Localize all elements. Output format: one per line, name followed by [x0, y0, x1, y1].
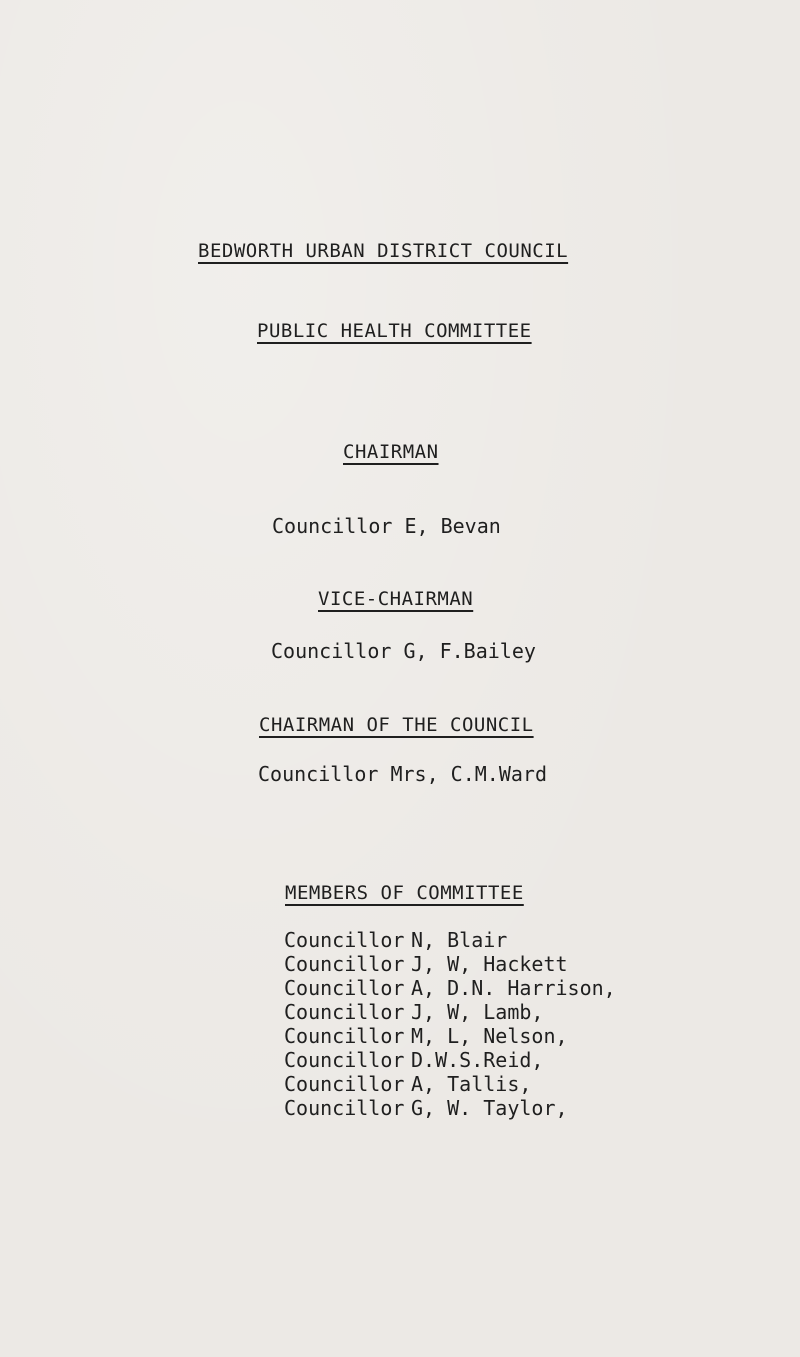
member-name: D.W.S.Reid, [411, 1048, 544, 1072]
member-row [284, 952, 568, 976]
member-title: Councillor [284, 1096, 405, 1120]
member-name: A, D.N. Harrison, [411, 976, 616, 1000]
vice-chairman-name: Councillor G, F.Bailey [271, 639, 536, 663]
member-title: Councillor [284, 1072, 405, 1096]
council-chairman-heading: CHAIRMAN OF THE COUNCIL [259, 714, 534, 736]
member-title: Councillor [284, 1024, 405, 1048]
chairman-heading: CHAIRMAN [343, 441, 439, 463]
member-row [284, 976, 616, 1000]
member-row [284, 1096, 568, 1120]
member-row [284, 1048, 543, 1072]
council-title: BEDWORTH URBAN DISTRICT COUNCIL [198, 240, 569, 262]
member-name: G, W. Taylor, [411, 1096, 568, 1120]
member-row [284, 1000, 543, 1024]
member-name: J, W, Hackett [411, 952, 568, 976]
member-row [284, 928, 507, 952]
member-title: Councillor [284, 928, 405, 952]
member-title: Councillor [284, 952, 405, 976]
member-name: N, Blair [411, 928, 508, 952]
members-heading: MEMBERS OF COMMITTEE [285, 882, 524, 904]
vice-chairman-heading: VICE-CHAIRMAN [318, 588, 474, 610]
committee-title: PUBLIC HEALTH COMMITTEE [257, 320, 532, 342]
council-chairman-name: Councillor Mrs, C.M.Ward [258, 762, 547, 786]
member-title: Councillor [284, 1000, 405, 1024]
member-row [284, 1024, 568, 1048]
member-name: J, W, Lamb, [411, 1000, 544, 1024]
member-title: Councillor [284, 976, 405, 1000]
member-name: M, L, Nelson, [411, 1024, 568, 1048]
member-row [284, 1072, 531, 1096]
member-title: Councillor [284, 1048, 405, 1072]
member-name: A, Tallis, [411, 1072, 532, 1096]
chairman-name: Councillor E, Bevan [272, 514, 501, 538]
